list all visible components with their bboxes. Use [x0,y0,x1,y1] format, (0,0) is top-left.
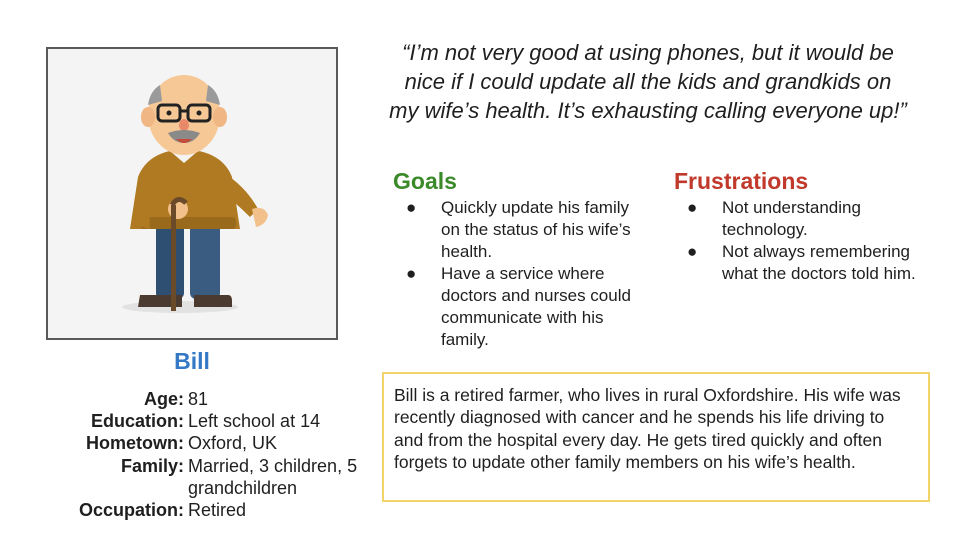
frustrations-list [675,197,930,285]
goals-list [394,197,644,351]
bullet-icon: ● [687,198,698,217]
persona-name: Bill [174,348,210,374]
goal-text: Quickly update his family on the status of his wife’s health. [441,198,631,261]
detail-value: Retired [188,500,247,521]
detail-value: Left school at 14 [188,411,321,432]
goals-heading: Goals [393,168,457,194]
persona-portrait [46,47,338,340]
frustration-text: Not understanding technology. [722,198,861,239]
detail-label: Education: [91,411,184,432]
frustration-item [675,197,930,241]
detail-row-age [46,388,368,410]
frustration-text: Not always remembering what the doctors told him. [722,242,916,283]
elderly-man-illustration [48,49,336,338]
detail-label: Hometown: [86,433,184,454]
frustration-item [675,241,930,285]
detail-row-hometown [46,432,368,454]
persona-quote: “I’m not very good at using phones, but it would be nice if I could update all the kids and grandkids on my wife’s health. It’s exhausting calling everyone up!” [389,40,907,123]
detail-row-education [46,410,368,432]
detail-label: Age: [144,389,184,409]
bullet-icon: ● [687,242,698,261]
persona-bio: Bill is a retired farmer, who lives in rural Oxfordshire. His wife was recently diagnosed with cancer and he spends his life driving to and from the hospital every day. He gets tired quickly and often forgets to update other family members on his wife’s health. [382,372,930,502]
detail-value: Married, 3 children, 5 grandchildren [188,455,358,498]
frustrations-heading: Frustrations [674,168,809,194]
goal-item [394,197,644,263]
detail-value: 81 [188,389,209,409]
goal-text: Have a service where doctors and nurses could communicate with his family. [441,264,631,349]
goal-item [394,263,644,351]
persona-details [46,388,368,521]
bullet-icon: ● [406,198,417,217]
detail-label: Occupation: [78,500,184,521]
bullet-icon: ● [406,264,417,283]
detail-row-occupation [46,499,368,521]
detail-row-family [46,455,368,499]
detail-label: Family: [120,455,184,476]
detail-value: Oxford, UK [188,433,278,454]
